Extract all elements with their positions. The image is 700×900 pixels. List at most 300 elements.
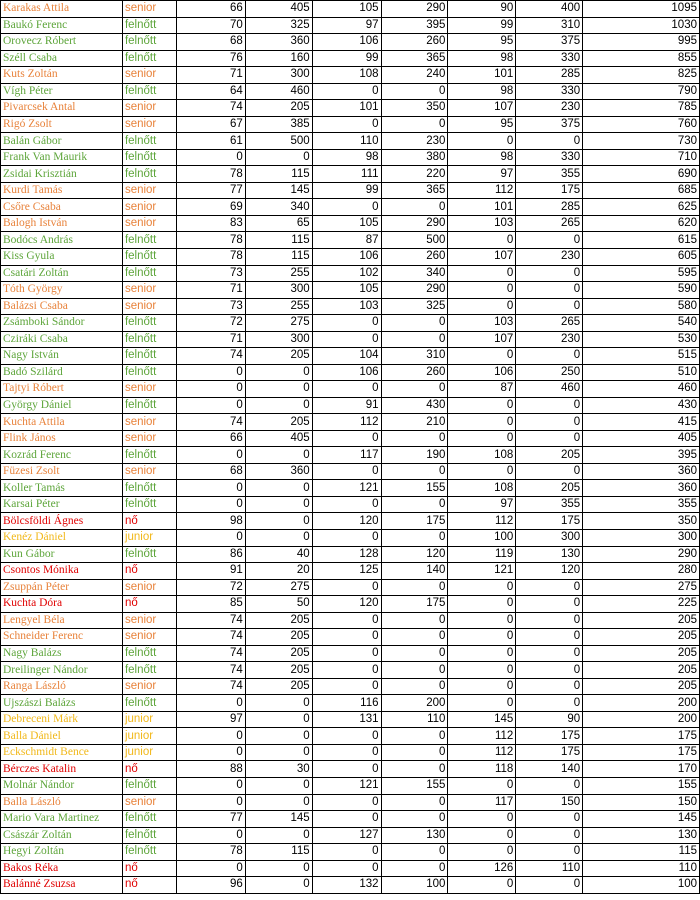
points-3-cell: 230 xyxy=(516,331,583,348)
total-points-cell: 360 xyxy=(583,480,700,497)
total-points-cell: 280 xyxy=(583,563,700,580)
table-row xyxy=(1,83,700,100)
category-cell: senior xyxy=(122,1,176,18)
score-3-cell: 108 xyxy=(448,480,516,497)
points-2-cell: 110 xyxy=(381,711,448,728)
points-1-cell: 0 xyxy=(245,513,312,530)
score-1-cell: 74 xyxy=(176,662,245,679)
category-cell: felnőtt xyxy=(122,331,176,348)
points-3-cell: 330 xyxy=(516,83,583,100)
table-row xyxy=(1,100,700,117)
competitor-name-cell: Kurdi Tamás xyxy=(1,182,123,199)
points-2-cell: 140 xyxy=(381,563,448,580)
points-2-cell: 0 xyxy=(381,496,448,513)
points-1-cell: 115 xyxy=(245,166,312,183)
points-1-cell: 405 xyxy=(245,430,312,447)
score-2-cell: 0 xyxy=(312,430,381,447)
score-1-cell: 0 xyxy=(176,860,245,877)
competitor-name-cell: György Dániel xyxy=(1,397,123,414)
score-3-cell: 0 xyxy=(448,579,516,596)
competitor-name-cell: Csőre Csaba xyxy=(1,199,123,216)
category-cell: nő xyxy=(122,596,176,613)
competitor-name-cell: Hegyi Zoltán xyxy=(1,844,123,861)
competitor-name-cell: Schneider Ferenc xyxy=(1,629,123,646)
score-1-cell: 74 xyxy=(176,414,245,431)
category-cell: senior xyxy=(122,414,176,431)
points-2-cell: 260 xyxy=(381,34,448,51)
score-2-cell: 0 xyxy=(312,463,381,480)
competitor-name-cell: Balánné Zsuzsa xyxy=(1,877,123,894)
table-row xyxy=(1,612,700,629)
score-3-cell: 95 xyxy=(448,34,516,51)
score-1-cell: 71 xyxy=(176,282,245,299)
category-cell: felnőtt xyxy=(122,364,176,381)
score-2-cell: 0 xyxy=(312,844,381,861)
category-cell: felnőtt xyxy=(122,34,176,51)
competitor-name-cell: Bodócs András xyxy=(1,232,123,249)
total-points-cell: 430 xyxy=(583,397,700,414)
points-1-cell: 300 xyxy=(245,331,312,348)
points-3-cell: 150 xyxy=(516,794,583,811)
points-3-cell: 175 xyxy=(516,513,583,530)
score-2-cell: 117 xyxy=(312,447,381,464)
points-2-cell: 500 xyxy=(381,232,448,249)
category-cell: felnőtt xyxy=(122,844,176,861)
score-2-cell: 112 xyxy=(312,414,381,431)
score-3-cell: 107 xyxy=(448,248,516,265)
score-1-cell: 96 xyxy=(176,877,245,894)
points-1-cell: 0 xyxy=(245,381,312,398)
score-2-cell: 108 xyxy=(312,67,381,84)
competitor-name-cell: Lengyel Béla xyxy=(1,612,123,629)
total-points-cell: 200 xyxy=(583,695,700,712)
total-points-cell: 685 xyxy=(583,182,700,199)
score-2-cell: 0 xyxy=(312,794,381,811)
score-3-cell: 119 xyxy=(448,546,516,563)
points-2-cell: 190 xyxy=(381,447,448,464)
points-2-cell: 0 xyxy=(381,116,448,133)
points-3-cell: 120 xyxy=(516,563,583,580)
score-1-cell: 67 xyxy=(176,116,245,133)
score-2-cell: 97 xyxy=(312,17,381,34)
points-1-cell: 115 xyxy=(245,248,312,265)
category-cell: senior xyxy=(122,678,176,695)
points-2-cell: 0 xyxy=(381,430,448,447)
points-1-cell: 405 xyxy=(245,1,312,18)
competitor-name-cell: Kuchta Dóra xyxy=(1,596,123,613)
score-3-cell: 0 xyxy=(448,844,516,861)
points-1-cell: 275 xyxy=(245,315,312,332)
score-3-cell: 0 xyxy=(448,282,516,299)
category-cell: felnőtt xyxy=(122,662,176,679)
category-cell: felnőtt xyxy=(122,248,176,265)
score-3-cell: 121 xyxy=(448,563,516,580)
score-3-cell: 0 xyxy=(448,133,516,150)
points-1-cell: 205 xyxy=(245,100,312,117)
score-2-cell: 121 xyxy=(312,480,381,497)
table-row xyxy=(1,430,700,447)
score-3-cell: 0 xyxy=(448,596,516,613)
competitor-name-cell: Frank Van Maurik xyxy=(1,149,123,166)
category-cell: junior xyxy=(122,728,176,745)
table-row xyxy=(1,282,700,299)
score-3-cell: 106 xyxy=(448,364,516,381)
points-3-cell: 175 xyxy=(516,744,583,761)
score-3-cell: 98 xyxy=(448,50,516,67)
total-points-cell: 710 xyxy=(583,149,700,166)
points-2-cell: 0 xyxy=(381,645,448,662)
points-3-cell: 175 xyxy=(516,728,583,745)
points-2-cell: 175 xyxy=(381,596,448,613)
score-1-cell: 86 xyxy=(176,546,245,563)
score-1-cell: 0 xyxy=(176,447,245,464)
competitor-name-cell: Dreilinger Nándor xyxy=(1,662,123,679)
score-3-cell: 0 xyxy=(448,298,516,315)
category-cell: senior xyxy=(122,629,176,646)
points-3-cell: 0 xyxy=(516,596,583,613)
points-1-cell: 205 xyxy=(245,662,312,679)
score-1-cell: 69 xyxy=(176,199,245,216)
score-3-cell: 103 xyxy=(448,315,516,332)
category-cell: felnőtt xyxy=(122,695,176,712)
score-2-cell: 0 xyxy=(312,811,381,828)
score-2-cell: 127 xyxy=(312,827,381,844)
score-2-cell: 0 xyxy=(312,629,381,646)
competitor-name-cell: Kiss Gyula xyxy=(1,248,123,265)
points-2-cell: 0 xyxy=(381,844,448,861)
points-2-cell: 0 xyxy=(381,199,448,216)
results-rows xyxy=(1,1,700,894)
points-3-cell: 375 xyxy=(516,116,583,133)
points-1-cell: 360 xyxy=(245,463,312,480)
points-3-cell: 265 xyxy=(516,215,583,232)
score-2-cell: 120 xyxy=(312,513,381,530)
points-3-cell: 230 xyxy=(516,100,583,117)
category-cell: felnőtt xyxy=(122,827,176,844)
points-3-cell: 0 xyxy=(516,579,583,596)
points-2-cell: 155 xyxy=(381,480,448,497)
score-1-cell: 72 xyxy=(176,315,245,332)
score-2-cell: 102 xyxy=(312,265,381,282)
points-2-cell: 0 xyxy=(381,794,448,811)
points-1-cell: 255 xyxy=(245,298,312,315)
score-1-cell: 78 xyxy=(176,232,245,249)
points-3-cell: 110 xyxy=(516,860,583,877)
score-1-cell: 77 xyxy=(176,811,245,828)
score-3-cell: 87 xyxy=(448,381,516,398)
total-points-cell: 155 xyxy=(583,777,700,794)
score-2-cell: 0 xyxy=(312,579,381,596)
points-3-cell: 375 xyxy=(516,34,583,51)
points-2-cell: 0 xyxy=(381,331,448,348)
score-2-cell: 0 xyxy=(312,678,381,695)
competitor-name-cell: Bakos Réka xyxy=(1,860,123,877)
total-points-cell: 530 xyxy=(583,331,700,348)
points-2-cell: 0 xyxy=(381,579,448,596)
points-3-cell: 140 xyxy=(516,761,583,778)
category-cell: felnőtt xyxy=(122,447,176,464)
score-2-cell: 0 xyxy=(312,496,381,513)
score-3-cell: 101 xyxy=(448,199,516,216)
table-row xyxy=(1,711,700,728)
points-2-cell: 155 xyxy=(381,777,448,794)
points-1-cell: 50 xyxy=(245,596,312,613)
table-row xyxy=(1,298,700,315)
total-points-cell: 1030 xyxy=(583,17,700,34)
score-1-cell: 0 xyxy=(176,397,245,414)
score-3-cell: 145 xyxy=(448,711,516,728)
competitor-name-cell: Kozrád Ferenc xyxy=(1,447,123,464)
table-row xyxy=(1,67,700,84)
total-points-cell: 405 xyxy=(583,430,700,447)
table-row xyxy=(1,182,700,199)
total-points-cell: 175 xyxy=(583,728,700,745)
score-2-cell: 0 xyxy=(312,530,381,547)
points-3-cell: 0 xyxy=(516,777,583,794)
points-2-cell: 0 xyxy=(381,678,448,695)
score-3-cell: 0 xyxy=(448,612,516,629)
points-1-cell: 0 xyxy=(245,728,312,745)
score-2-cell: 0 xyxy=(312,381,381,398)
points-2-cell: 430 xyxy=(381,397,448,414)
table-row xyxy=(1,860,700,877)
score-3-cell: 112 xyxy=(448,182,516,199)
score-2-cell: 111 xyxy=(312,166,381,183)
table-row xyxy=(1,414,700,431)
points-2-cell: 290 xyxy=(381,215,448,232)
competitor-name-cell: Balla Dániel xyxy=(1,728,123,745)
table-row xyxy=(1,877,700,894)
points-3-cell: 250 xyxy=(516,364,583,381)
points-3-cell: 330 xyxy=(516,50,583,67)
competitor-name-cell: Kuchta Attila xyxy=(1,414,123,431)
competitor-name-cell: Nagy István xyxy=(1,348,123,365)
competitor-name-cell: Zsámboki Sándor xyxy=(1,315,123,332)
score-1-cell: 74 xyxy=(176,612,245,629)
score-1-cell: 72 xyxy=(176,579,245,596)
points-3-cell: 0 xyxy=(516,827,583,844)
category-cell: junior xyxy=(122,711,176,728)
points-3-cell: 0 xyxy=(516,430,583,447)
score-2-cell: 0 xyxy=(312,761,381,778)
table-row xyxy=(1,827,700,844)
score-1-cell: 0 xyxy=(176,496,245,513)
points-3-cell: 0 xyxy=(516,645,583,662)
score-3-cell: 97 xyxy=(448,166,516,183)
total-points-cell: 790 xyxy=(583,83,700,100)
score-2-cell: 104 xyxy=(312,348,381,365)
score-3-cell: 98 xyxy=(448,149,516,166)
category-cell: senior xyxy=(122,579,176,596)
total-points-cell: 620 xyxy=(583,215,700,232)
competitor-name-cell: Rigó Zsolt xyxy=(1,116,123,133)
total-points-cell: 760 xyxy=(583,116,700,133)
points-1-cell: 145 xyxy=(245,182,312,199)
table-row xyxy=(1,463,700,480)
table-row xyxy=(1,777,700,794)
table-row xyxy=(1,546,700,563)
points-1-cell: 0 xyxy=(245,149,312,166)
score-2-cell: 103 xyxy=(312,298,381,315)
points-1-cell: 205 xyxy=(245,629,312,646)
competitor-name-cell: Baukó Ferenc xyxy=(1,17,123,34)
score-2-cell: 105 xyxy=(312,282,381,299)
category-cell: senior xyxy=(122,116,176,133)
table-row xyxy=(1,215,700,232)
competitor-name-cell: Tóth György xyxy=(1,282,123,299)
category-cell: felnőtt xyxy=(122,811,176,828)
score-3-cell: 0 xyxy=(448,645,516,662)
competitor-name-cell: Csatári Zoltán xyxy=(1,265,123,282)
points-2-cell: 0 xyxy=(381,83,448,100)
competitor-name-cell: Zsidai Krisztián xyxy=(1,166,123,183)
points-2-cell: 365 xyxy=(381,50,448,67)
score-1-cell: 0 xyxy=(176,530,245,547)
score-1-cell: 74 xyxy=(176,678,245,695)
score-2-cell: 106 xyxy=(312,34,381,51)
category-cell: felnőtt xyxy=(122,496,176,513)
table-row xyxy=(1,761,700,778)
score-2-cell: 0 xyxy=(312,645,381,662)
table-row xyxy=(1,133,700,150)
total-points-cell: 300 xyxy=(583,530,700,547)
competitor-name-cell: Bölcsföldi Ágnes xyxy=(1,513,123,530)
points-1-cell: 160 xyxy=(245,50,312,67)
points-3-cell: 0 xyxy=(516,414,583,431)
score-1-cell: 0 xyxy=(176,744,245,761)
points-1-cell: 0 xyxy=(245,397,312,414)
total-points-cell: 540 xyxy=(583,315,700,332)
points-1-cell: 20 xyxy=(245,563,312,580)
table-row xyxy=(1,530,700,547)
category-cell: felnőtt xyxy=(122,397,176,414)
score-2-cell: 0 xyxy=(312,116,381,133)
score-3-cell: 99 xyxy=(448,17,516,34)
competitor-name-cell: Mario Vara Martinez xyxy=(1,811,123,828)
score-3-cell: 112 xyxy=(448,728,516,745)
score-1-cell: 74 xyxy=(176,100,245,117)
competitor-name-cell: Füzesi Zsolt xyxy=(1,463,123,480)
points-3-cell: 330 xyxy=(516,149,583,166)
total-points-cell: 200 xyxy=(583,711,700,728)
total-points-cell: 145 xyxy=(583,811,700,828)
points-1-cell: 115 xyxy=(245,844,312,861)
score-3-cell: 0 xyxy=(448,232,516,249)
points-1-cell: 275 xyxy=(245,579,312,596)
total-points-cell: 995 xyxy=(583,34,700,51)
table-row xyxy=(1,728,700,745)
points-1-cell: 40 xyxy=(245,546,312,563)
score-3-cell: 0 xyxy=(448,877,516,894)
score-1-cell: 70 xyxy=(176,17,245,34)
points-2-cell: 395 xyxy=(381,17,448,34)
table-row xyxy=(1,844,700,861)
score-2-cell: 105 xyxy=(312,215,381,232)
total-points-cell: 360 xyxy=(583,463,700,480)
points-2-cell: 230 xyxy=(381,133,448,150)
competitor-name-cell: Pivarcsek Antal xyxy=(1,100,123,117)
score-2-cell: 0 xyxy=(312,199,381,216)
score-1-cell: 71 xyxy=(176,67,245,84)
competitor-name-cell: Badó Szilárd xyxy=(1,364,123,381)
total-points-cell: 350 xyxy=(583,513,700,530)
score-1-cell: 73 xyxy=(176,298,245,315)
points-3-cell: 0 xyxy=(516,629,583,646)
points-2-cell: 340 xyxy=(381,265,448,282)
category-cell: senior xyxy=(122,381,176,398)
competitor-name-cell: Ranga László xyxy=(1,678,123,695)
category-cell: nő xyxy=(122,761,176,778)
score-1-cell: 73 xyxy=(176,265,245,282)
category-cell: senior xyxy=(122,182,176,199)
points-1-cell: 115 xyxy=(245,232,312,249)
category-cell: senior xyxy=(122,612,176,629)
points-2-cell: 120 xyxy=(381,546,448,563)
category-cell: felnőtt xyxy=(122,83,176,100)
score-1-cell: 97 xyxy=(176,711,245,728)
competitor-name-cell: Balla László xyxy=(1,794,123,811)
score-3-cell: 107 xyxy=(448,331,516,348)
score-2-cell: 99 xyxy=(312,50,381,67)
points-3-cell: 300 xyxy=(516,530,583,547)
competitor-name-cell: Csontos Mónika xyxy=(1,563,123,580)
total-points-cell: 580 xyxy=(583,298,700,315)
table-row xyxy=(1,496,700,513)
points-2-cell: 325 xyxy=(381,298,448,315)
table-row xyxy=(1,513,700,530)
category-cell: senior xyxy=(122,215,176,232)
table-row xyxy=(1,34,700,51)
category-cell: nő xyxy=(122,563,176,580)
points-1-cell: 0 xyxy=(245,794,312,811)
score-1-cell: 98 xyxy=(176,513,245,530)
score-1-cell: 64 xyxy=(176,83,245,100)
score-1-cell: 91 xyxy=(176,563,245,580)
category-cell: junior xyxy=(122,744,176,761)
category-cell: senior xyxy=(122,298,176,315)
points-2-cell: 0 xyxy=(381,629,448,646)
points-3-cell: 460 xyxy=(516,381,583,398)
score-2-cell: 110 xyxy=(312,133,381,150)
score-1-cell: 0 xyxy=(176,777,245,794)
score-2-cell: 98 xyxy=(312,149,381,166)
competitor-name-cell: Bérczes Katalin xyxy=(1,761,123,778)
score-2-cell: 0 xyxy=(312,315,381,332)
score-1-cell: 77 xyxy=(176,182,245,199)
total-points-cell: 205 xyxy=(583,645,700,662)
table-row xyxy=(1,149,700,166)
score-2-cell: 106 xyxy=(312,364,381,381)
score-3-cell: 101 xyxy=(448,67,516,84)
score-3-cell: 0 xyxy=(448,463,516,480)
points-1-cell: 0 xyxy=(245,530,312,547)
score-2-cell: 0 xyxy=(312,744,381,761)
table-row xyxy=(1,662,700,679)
points-1-cell: 340 xyxy=(245,199,312,216)
total-points-cell: 595 xyxy=(583,265,700,282)
points-2-cell: 200 xyxy=(381,695,448,712)
category-cell: felnőtt xyxy=(122,480,176,497)
category-cell: senior xyxy=(122,794,176,811)
competitor-name-cell: Molnár Nándor xyxy=(1,777,123,794)
points-3-cell: 0 xyxy=(516,695,583,712)
competitor-name-cell: Kenéz Dániel xyxy=(1,530,123,547)
total-points-cell: 205 xyxy=(583,678,700,695)
points-3-cell: 0 xyxy=(516,265,583,282)
score-1-cell: 68 xyxy=(176,463,245,480)
score-3-cell: 0 xyxy=(448,414,516,431)
competitor-name-cell: Cziráki Csaba xyxy=(1,331,123,348)
